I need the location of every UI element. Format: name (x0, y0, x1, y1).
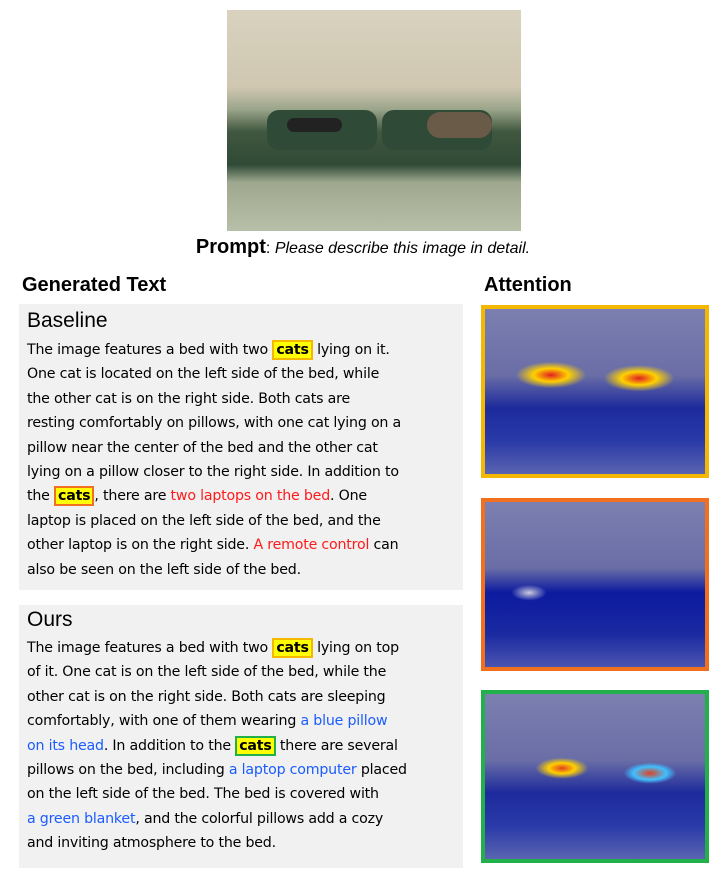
grounded-phrase: a green blanket (27, 810, 136, 827)
text-line (27, 558, 401, 582)
text-segment: pillow near the center of the bed and the other cat (27, 439, 378, 456)
text-segment: of it. One cat is on the left side of the bed, while the (27, 664, 387, 681)
text-line (27, 484, 401, 508)
attention-map-baseline-cats-1 (481, 305, 709, 478)
prompt-caption (0, 236, 726, 259)
hallucinated-phrase: A remote control (253, 537, 370, 554)
text-segment: comfortably, with one of them wearing (27, 713, 301, 730)
text-line (27, 460, 401, 484)
text-line (27, 509, 401, 533)
text-line (27, 685, 407, 709)
text-line (27, 807, 407, 831)
text-segment: lying on it. (312, 342, 390, 358)
text-segment: . One (330, 488, 367, 505)
highlighted-token: cats (272, 638, 312, 658)
grounded-phrase: on its head (27, 737, 104, 754)
prompt-text: Please describe this image in detail. (274, 240, 531, 257)
prompt-separator: : (265, 240, 275, 257)
text-segment: pillows on the bed, including (27, 762, 229, 779)
baseline-title: Baseline (27, 309, 108, 332)
generated-text-heading: Generated Text (22, 274, 167, 296)
text-segment: laptop is placed on the left side of the bed, and the (27, 512, 381, 529)
highlighted-token: cats (272, 340, 312, 360)
cat-left (287, 118, 342, 132)
text-line (27, 831, 407, 855)
highlighted-token: cats (235, 736, 275, 756)
text-segment: and inviting atmosphere to the bed. (27, 835, 276, 852)
hallucinated-phrase: two laptops on the bed (170, 488, 331, 505)
text-segment: also be seen on the left side of the bed. (27, 561, 301, 578)
highlighted-token: cats (54, 486, 94, 506)
text-line (27, 338, 401, 362)
text-segment: on the left side of the bed. The bed is covered with (27, 786, 379, 803)
text-segment: The image features a bed with two (27, 640, 273, 656)
text-segment: lying on top (312, 640, 399, 656)
baseline-panel (19, 304, 463, 590)
text-line (27, 734, 407, 758)
baseline-text (27, 338, 401, 582)
text-line (27, 636, 407, 660)
text-segment: other laptop is on the right side. (27, 537, 254, 554)
input-image-cats-on-bed (227, 10, 521, 231)
text-segment: The image features a bed with two (27, 342, 273, 358)
text-line (27, 411, 401, 435)
grounded-phrase: a laptop computer (228, 762, 357, 779)
text-segment: lying on a pillow closer to the right side. In addition to (27, 464, 399, 481)
text-segment: other cat is on the right side. Both cats are sleeping (27, 688, 386, 705)
text-line (27, 758, 407, 782)
text-segment: the other cat is on the right side. Both cats are (27, 390, 350, 407)
text-segment: resting comfortably on pillows, with one cat lying on a (27, 415, 402, 432)
attention-map-baseline-cats-2 (481, 498, 709, 671)
text-segment: there are several (275, 737, 398, 754)
ours-text (27, 636, 407, 856)
grounded-phrase: a blue pillow (300, 713, 388, 730)
text-segment: . In addition to the (103, 737, 236, 754)
attention-heading: Attention (484, 274, 572, 296)
text-segment: placed (356, 762, 407, 779)
text-line (27, 660, 407, 684)
attention-map-ours-cats (481, 690, 709, 863)
text-segment: the (27, 488, 54, 505)
prompt-label: Prompt (195, 236, 266, 258)
text-line (27, 387, 401, 411)
text-segment: can (369, 537, 399, 554)
text-line (27, 362, 401, 386)
text-segment: , there are (94, 488, 171, 505)
text-line (27, 436, 401, 460)
text-line (27, 782, 407, 806)
text-segment: , and the colorful pillows add a cozy (135, 810, 384, 827)
text-line (27, 709, 407, 733)
text-line (27, 533, 401, 557)
cat-right (427, 112, 492, 138)
ours-title: Ours (27, 608, 73, 631)
text-segment: One cat is located on the left side of the bed, while (27, 366, 380, 383)
ours-panel (19, 605, 463, 868)
